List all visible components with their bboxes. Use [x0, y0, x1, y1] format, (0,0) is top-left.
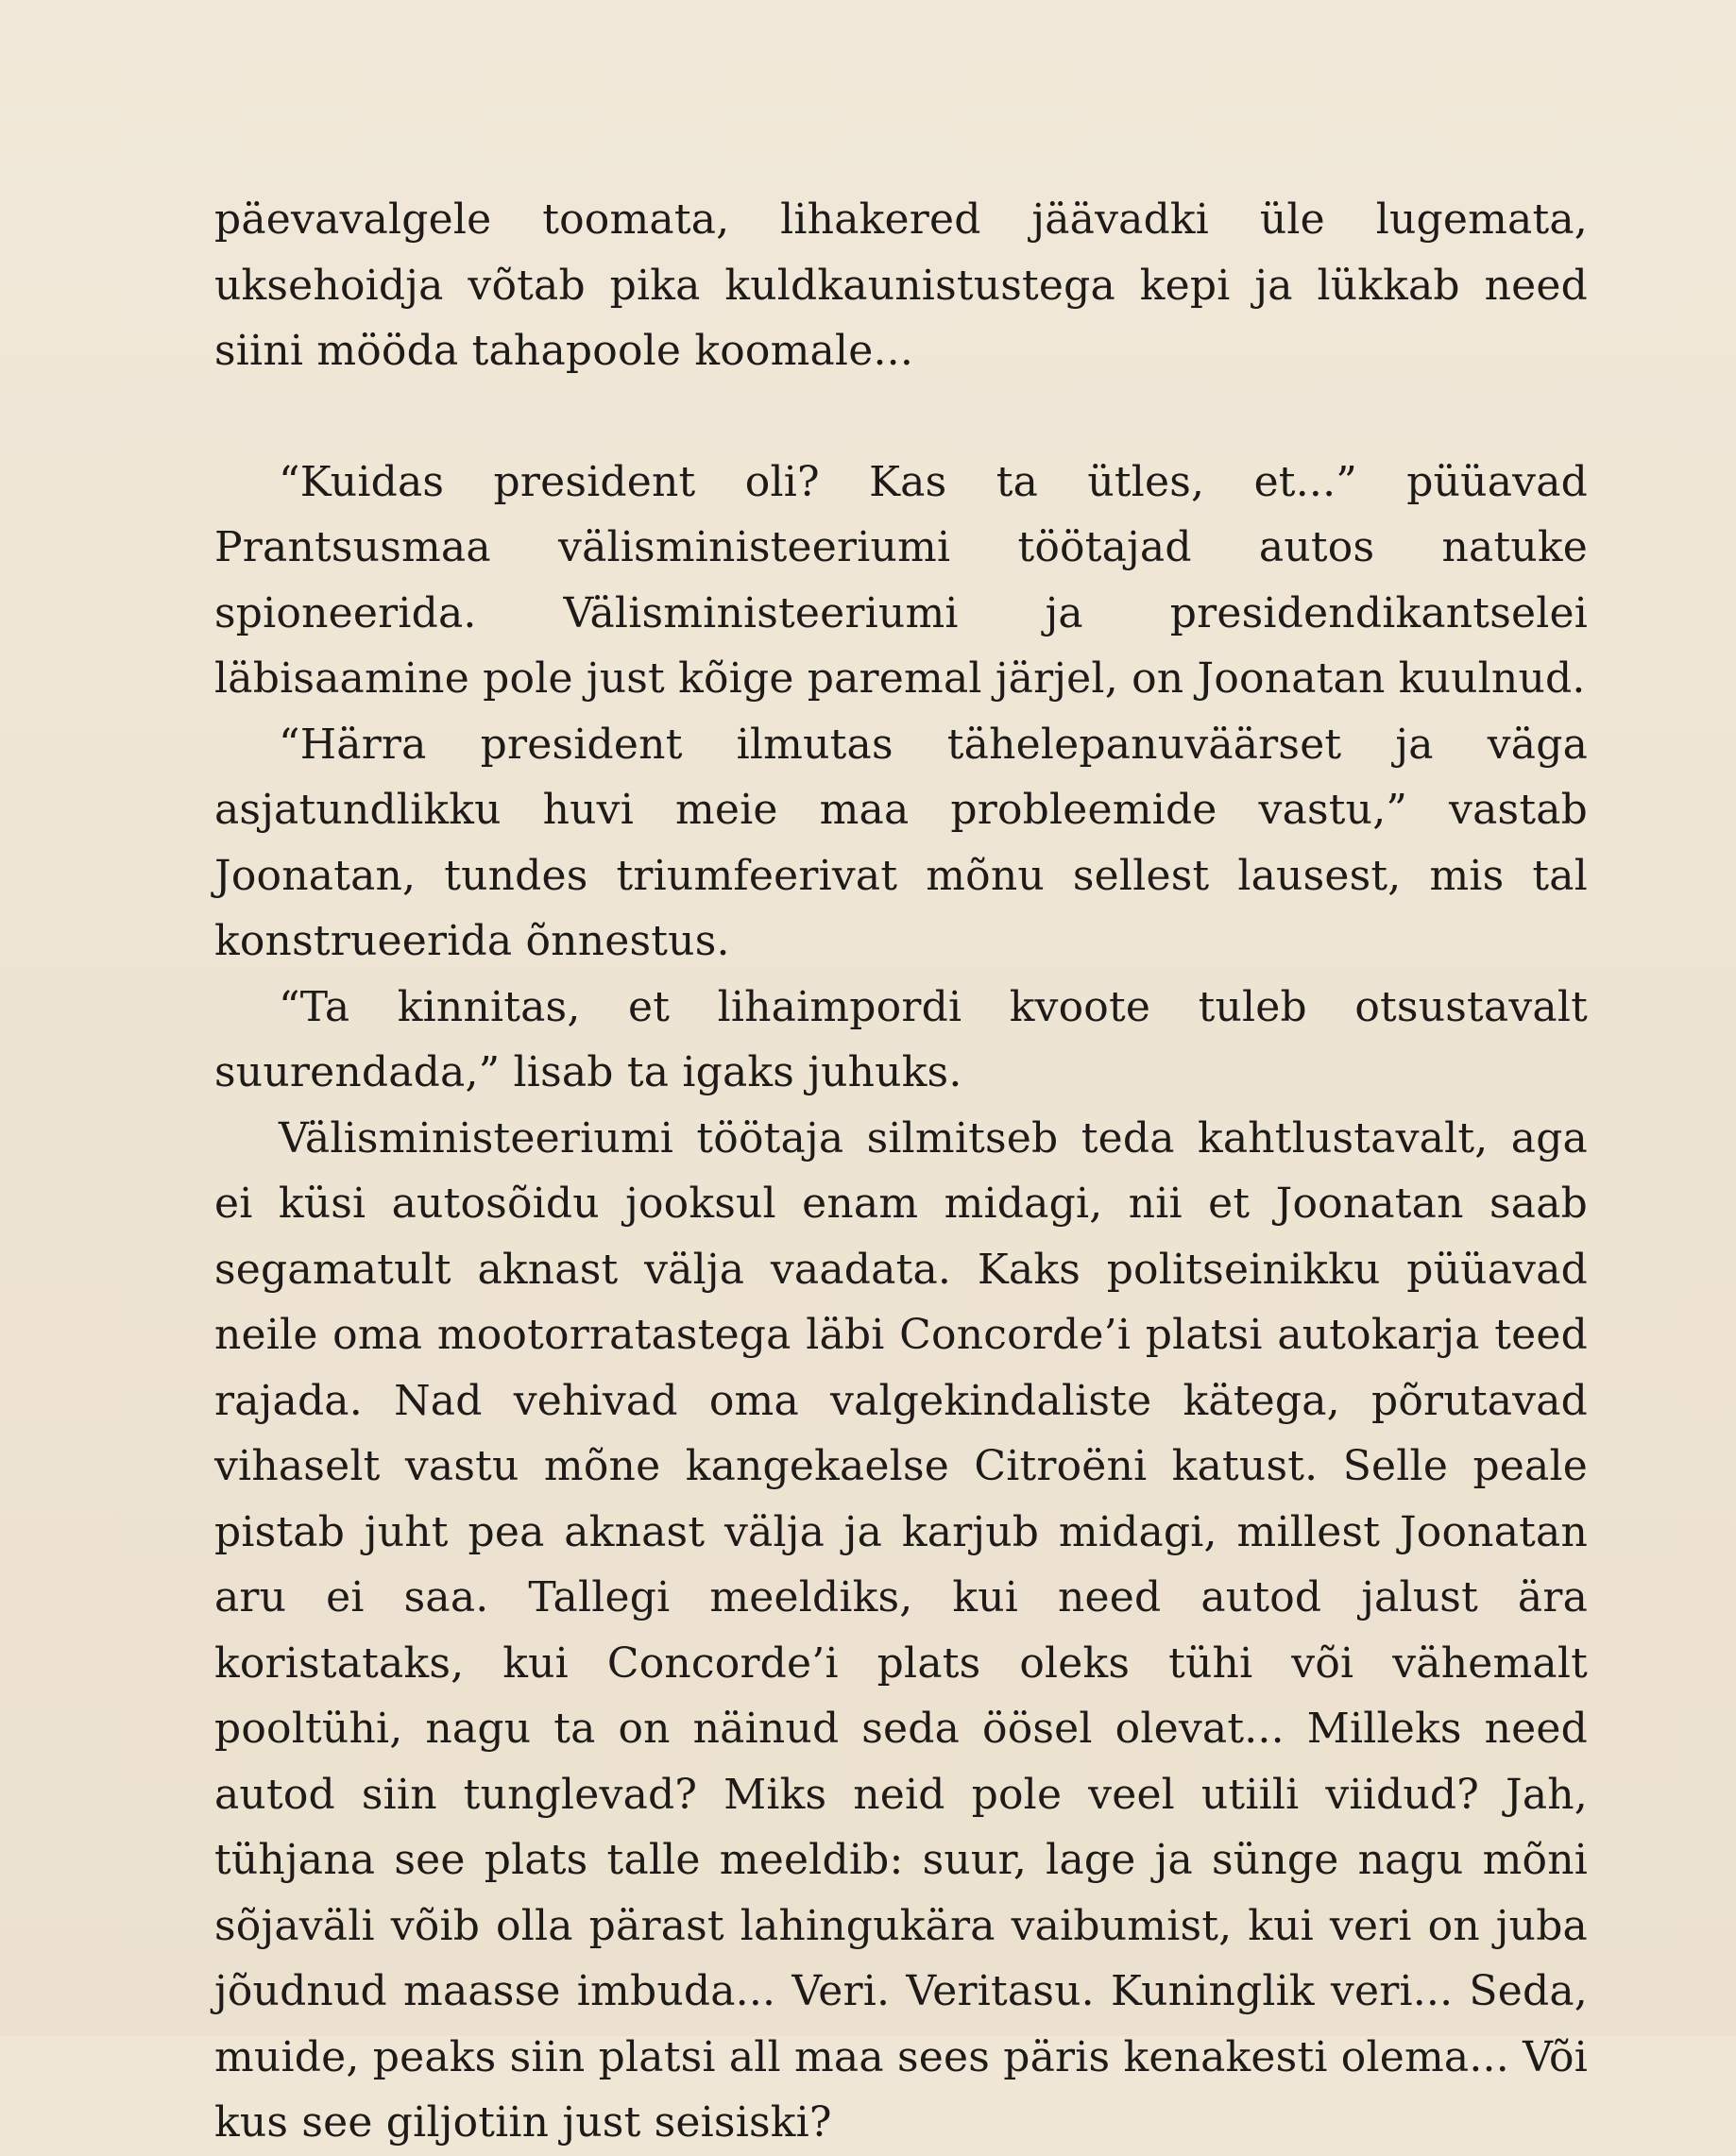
paragraph-continuation: päevavalgele toomata, lihakered jäävadki üle lugemata, uksehoidja võtab pika kuldkaunistustega kepi ja lükkab need siini mööda tahapoole koomale...: [214, 195, 1588, 375]
paragraph-dialogue-answer: “Härra president ilmutas tähelepanuväärset ja väga asjatundlikku huvi meie maa probleemide vastu,” vastab Joonatan, tundes triumfeerivat mõnu sellest lausest, mis tal konstrueerida õnnestus.: [214, 720, 1588, 965]
body-text: [214, 187, 1588, 2156]
paragraph-narrative: Välisministeeriumi töötaja silmitseb teda kahtlustavalt, aga ei küsi autosõidu jooksul enam midagi, nii et Joonatan saab segamatult aknast välja vaadata. Kaks politseinikku püüavad neile oma mootorratastega läbi Concorde’i platsi autokarja teed rajada. Nad vehivad oma valgekindaliste kätega, põrutavad vihaselt vastu mõne kangekaelse Citroëni katust. Selle peale pistab juht pea aknast välja ja karjub midagi, millest Joonatan aru ei saa. Tallegi meeldiks, kui need autod jalust ära koristataks, kui Concorde’i plats oleks tühi või vähemalt pooltühi, nagu ta on näinud seda öösel olevat... Milleks need autod siin tunglevad? Miks neid pole veel utiili viidud? Jah, tühjana see plats talle meeldib: suur, lage ja sünge nagu mõni sõjaväli võib olla pärast lahingukära vaibumist, kui veri on juba jõudnud maasse imbuda... Veri. Veritasu. Kuninglik veri... Seda, muide, peaks siin platsi all maa sees päris kenakesti olema... Või kus see giljotiin just seisiski?: [214, 1113, 1588, 2147]
paragraph-dialogue-addition: “Ta kinnitas, et lihaimpordi kvoote tuleb otsustavalt suurendada,” lisab ta igaks juhuks.: [214, 982, 1588, 1096]
paragraph-dialogue-question: “Kuidas president oli? Kas ta ütles, et...” püüavad Prantsusmaa välisministeeriumi töötajad autos natuke spioneerida. Välisministeeriumi ja presidendikantselei läbisaamine pole just kõige paremal järjel, on Joonatan kuulnud.: [214, 457, 1588, 703]
